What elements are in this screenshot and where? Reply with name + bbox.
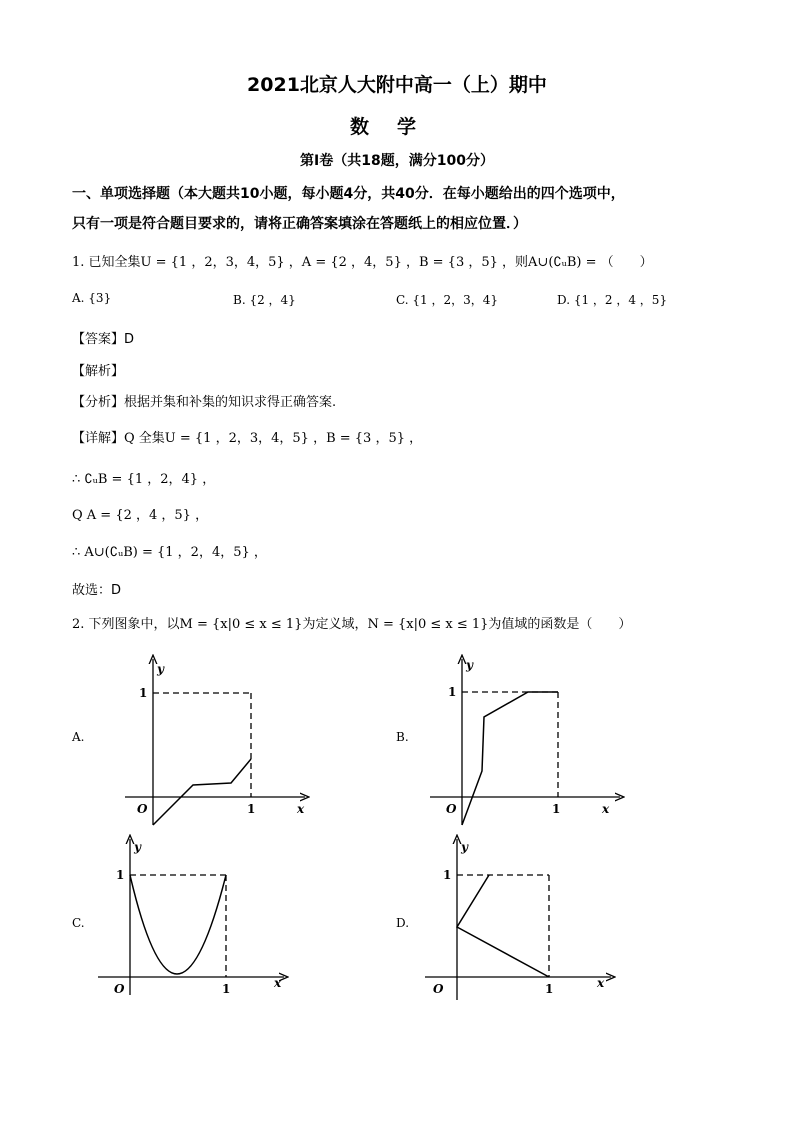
q1-step2: Q A = {2 ，4 ，5} ， [72,508,209,523]
graph-d [425,835,625,1005]
question-1-stem: 1. 已知全集U = {1 ，2，3，4，5} ，A = {2 ，4，5} ，B = {3 ，5} ，则A∪(∁ᵤB) = （ ） [72,255,653,270]
svg-text:1: 1 [247,802,256,816]
q1-option-b: B. {2 ，4} [233,293,296,307]
svg-text:x: x [297,802,305,816]
q1-detail: 【详解】Q 全集U = {1 ，2，3，4，5} ，B = {3 ，5} ， [72,431,423,446]
graph-a [125,655,315,825]
q1-option-a: A. {3} [72,291,112,305]
q2-option-c-label: C. [72,916,85,930]
q1-analysis-label: 【解析】 [72,364,125,379]
q1-option-d: D. {1 ，2 ，4 ，5} [557,293,668,307]
svg-text:1: 1 [552,802,561,816]
svg-text:y: y [466,658,473,672]
page-title: 2021北京人大附中高一（上）期中 [247,74,547,96]
svg-text:1: 1 [116,868,125,882]
q2-option-a-label: A. [72,730,85,744]
q2-option-b-label: B. [396,730,409,744]
q1-answer: 【答案】D [72,332,135,347]
svg-text:1: 1 [222,982,231,996]
section-instructions-line2: 只有一项是符合题目要求的，请将正确答案填涂在答题纸上的相应位置．） [72,216,527,232]
svg-text:O: O [114,982,125,996]
section-instructions-line1: 一、单项选择题（本大题共10小题，每小题4分，共40分．在每小题给出的四个选项中， [72,186,625,202]
graph-b [430,655,630,825]
q1-step1: ∴ ∁ᵤB = {1 ，2，4} ， [72,472,216,487]
svg-text:1: 1 [545,982,554,996]
svg-text:y: y [157,662,164,676]
svg-text:1: 1 [448,685,457,699]
q1-conclusion: 故选：D [72,583,122,598]
question-2-stem: 2. 下列图象中，以M = {x|0 ≤ x ≤ 1}为定义域，N = {x|0 ≤ x ≤ 1}为值域的函数是（ ） [72,617,632,632]
svg-text:x: x [597,976,605,990]
q2-option-d-label: D. [396,916,410,930]
svg-text:x: x [602,802,610,816]
svg-text:O: O [433,982,444,996]
subject-title: 数学 [349,116,444,138]
svg-text:1: 1 [443,868,452,882]
part-heading: 第Ⅰ卷（共18题，满分100分） [300,153,494,169]
svg-text:1: 1 [139,686,148,700]
q1-option-c: C. {1 ，2，3，4} [396,293,499,307]
svg-text:O: O [446,802,457,816]
graph-c [98,835,298,1005]
svg-text:y: y [134,840,141,854]
svg-text:y: y [461,840,468,854]
svg-text:O: O [137,802,148,816]
svg-text:x: x [274,976,282,990]
q1-step3: ∴ A∪(∁ᵤB) = {1 ，2，4，5} ， [72,545,267,560]
q1-analysis: 【分析】根据并集和补集的知识求得正确答案. [72,395,337,410]
